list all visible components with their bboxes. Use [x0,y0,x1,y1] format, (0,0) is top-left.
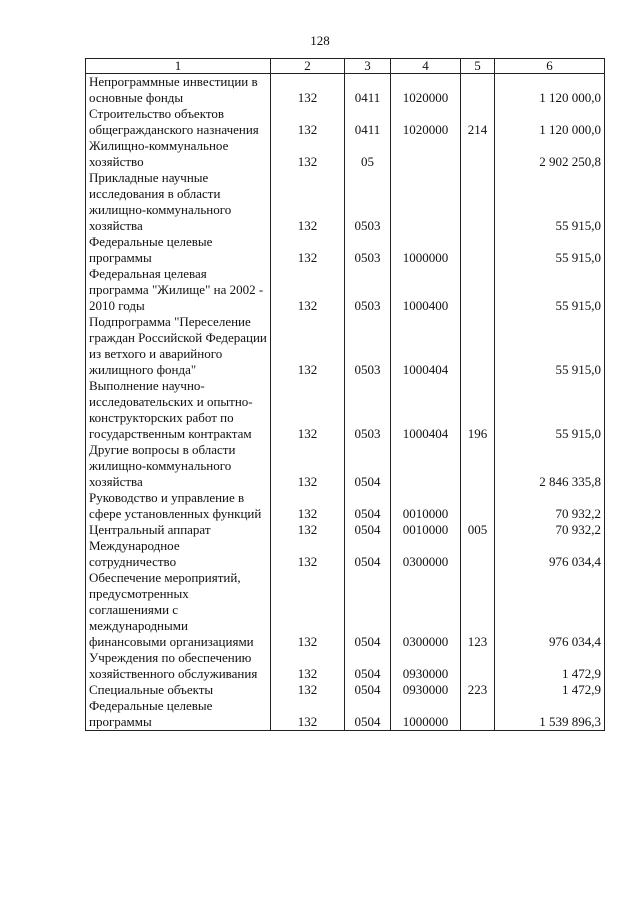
item-name: Строительство объектов общегражданского назначения [86,106,271,138]
column-header-2: 2 [271,59,345,74]
section-code: 0411 [345,106,391,138]
ministry-code: 132 [271,522,345,538]
ministry-code: 132 [271,698,345,731]
ministry-code: 132 [271,490,345,522]
table-row [86,570,605,650]
item-name: Другие вопросы в области жилищно-коммунального хозяйства [86,442,271,490]
item-name: Руководство и управление в сфере установленных функций [86,490,271,522]
section-code: 0504 [345,490,391,522]
amount-value: 1 539 896,3 [495,698,605,731]
header-row [86,59,605,74]
target-article-code: 0930000 [391,682,461,698]
section-code: 0503 [345,378,391,442]
ministry-code: 132 [271,314,345,378]
section-code: 0503 [345,170,391,234]
table-row [86,650,605,682]
table-row [86,682,605,698]
ministry-code: 132 [271,442,345,490]
table-row [86,698,605,731]
item-name: Подпрограмма "Переселение граждан Российской Федерации из ветхого и аварийного жилищного фонда" [86,314,271,378]
section-code: 0504 [345,442,391,490]
section-code: 0411 [345,74,391,107]
column-header-5: 5 [461,59,495,74]
ministry-code: 132 [271,266,345,314]
item-name: Центральный аппарат [86,522,271,538]
ministry-code: 132 [271,682,345,698]
amount-value: 55 915,0 [495,170,605,234]
ministry-code: 132 [271,74,345,107]
column-header-1: 1 [86,59,271,74]
target-article-code: 0010000 [391,490,461,522]
ministry-code: 132 [271,378,345,442]
section-code: 05 [345,138,391,170]
amount-value: 976 034,4 [495,570,605,650]
target-article-code: 1000400 [391,266,461,314]
item-name: Учреждения по обеспечению хозяйственного обслуживания [86,650,271,682]
ministry-code: 132 [271,650,345,682]
target-article-code: 1000404 [391,378,461,442]
section-code: 0504 [345,570,391,650]
table-row [86,378,605,442]
expense-type-code [461,650,495,682]
section-code: 0504 [345,650,391,682]
item-name: Международное сотрудничество [86,538,271,570]
item-name: Жилищно-коммунальное хозяйство [86,138,271,170]
item-name: Обеспечение мероприятий, предусмотренных соглашениями с международными финансовыми организациями [86,570,271,650]
amount-value: 976 034,4 [495,538,605,570]
target-article-code: 0300000 [391,538,461,570]
target-article-code: 1000000 [391,698,461,731]
expense-type-code [461,442,495,490]
expense-type-code [461,314,495,378]
amount-value: 2 846 335,8 [495,442,605,490]
section-code: 0504 [345,522,391,538]
amount-value: 1 120 000,0 [495,74,605,107]
amount-value: 55 915,0 [495,234,605,266]
item-name: Выполнение научно-исследовательских и опытно-конструкторских работ по государственным контрактам [86,378,271,442]
expense-type-code [461,698,495,731]
table-body [86,74,605,731]
section-code: 0503 [345,314,391,378]
expense-type-code [461,138,495,170]
column-header-6: 6 [495,59,605,74]
expense-type-code [461,234,495,266]
page-number: 128 [310,33,330,48]
item-name: Специальные объекты [86,682,271,698]
ministry-code: 132 [271,170,345,234]
target-article-code: 1000404 [391,314,461,378]
ministry-code: 132 [271,538,345,570]
ministry-code: 132 [271,106,345,138]
column-header-4: 4 [391,59,461,74]
target-article-code: 0300000 [391,570,461,650]
amount-value: 1 472,9 [495,682,605,698]
expense-type-code [461,490,495,522]
table-row [86,138,605,170]
amount-value: 55 915,0 [495,378,605,442]
expense-type-code: 196 [461,378,495,442]
table-row [86,74,605,107]
section-code: 0503 [345,234,391,266]
table-header [86,59,605,74]
expense-type-code: 223 [461,682,495,698]
ministry-code: 132 [271,234,345,266]
section-code: 0504 [345,682,391,698]
target-article-code: 1000000 [391,234,461,266]
table-row [86,266,605,314]
section-code: 0504 [345,538,391,570]
table-row [86,522,605,538]
target-article-code: 0930000 [391,650,461,682]
target-article-code [391,442,461,490]
item-name: Федеральные целевые программы [86,698,271,731]
table-row [86,170,605,234]
column-header-3: 3 [345,59,391,74]
budget-table [85,58,605,731]
expense-type-code [461,170,495,234]
table-row [86,314,605,378]
item-name: Прикладные научные исследования в области жилищно-коммунального хозяйства [86,170,271,234]
table-row [86,490,605,522]
table-row [86,538,605,570]
table-row [86,106,605,138]
amount-value: 1 472,9 [495,650,605,682]
section-code: 0503 [345,266,391,314]
expense-type-code [461,74,495,107]
amount-value: 2 902 250,8 [495,138,605,170]
amount-value: 70 932,2 [495,490,605,522]
ministry-code: 132 [271,570,345,650]
item-name: Федеральные целевые программы [86,234,271,266]
target-article-code: 0010000 [391,522,461,538]
table-row [86,234,605,266]
expense-type-code [461,538,495,570]
item-name: Непрограммные инвестиции в основные фонды [86,74,271,107]
expense-type-code: 123 [461,570,495,650]
section-code: 0504 [345,698,391,731]
ministry-code: 132 [271,138,345,170]
target-article-code: 1020000 [391,106,461,138]
amount-value: 55 915,0 [495,314,605,378]
amount-value: 70 932,2 [495,522,605,538]
expense-type-code [461,266,495,314]
target-article-code [391,138,461,170]
target-article-code: 1020000 [391,74,461,107]
expense-type-code: 214 [461,106,495,138]
amount-value: 55 915,0 [495,266,605,314]
amount-value: 1 120 000,0 [495,106,605,138]
table-row [86,442,605,490]
item-name: Федеральная целевая программа "Жилище" на 2002 - 2010 годы [86,266,271,314]
target-article-code [391,170,461,234]
expense-type-code: 005 [461,522,495,538]
